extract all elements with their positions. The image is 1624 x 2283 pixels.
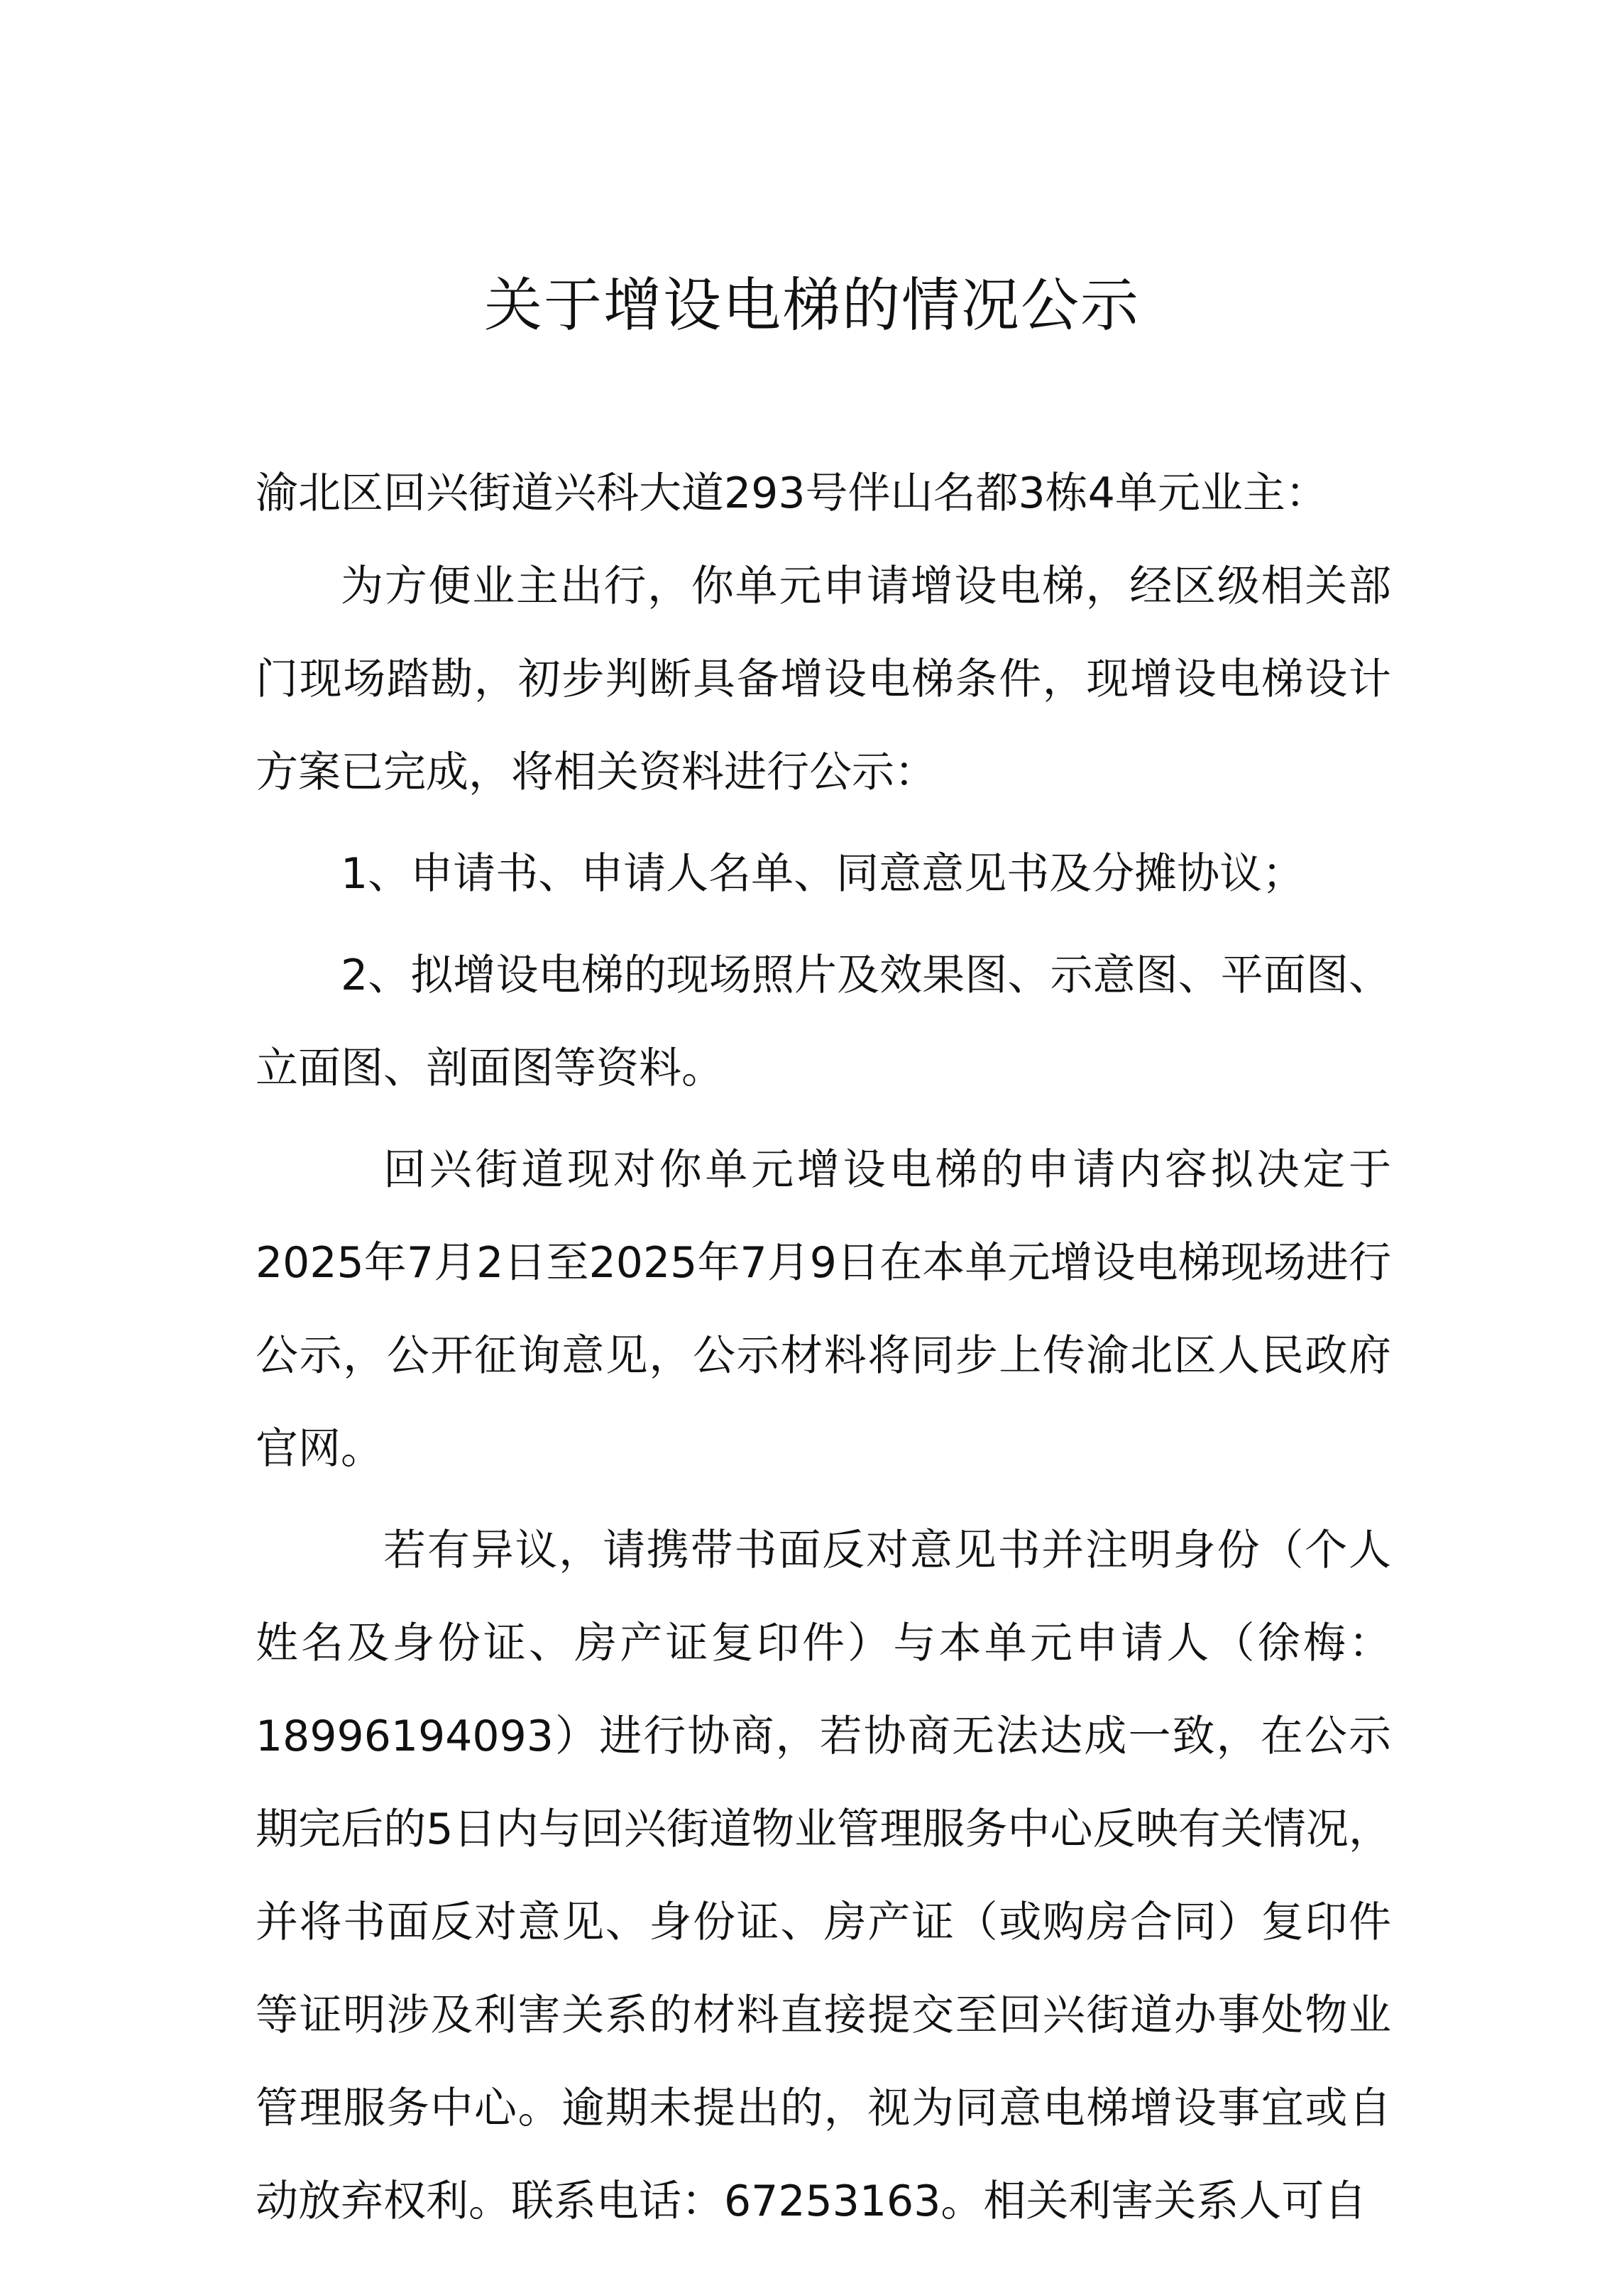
publicity-paragraph: 回兴街道现对你单元增设电梯的申请内容拟决定于2025年7月2日至2025年7月9日在本单元增设电梯现场进行公示，公开征询意见，公示材料将同步上传渝北区人民政府官网。 (256, 1145, 1391, 1474)
objection-paragraph: 若有异议，请携带书面反对意见书并注明身份（个人姓名及身份证、房产证复印件）与本单元申请人（徐梅：18996194093）进行协商，若协商无法达成一致，在公示期完后的5日内与回兴街道物业管理服务中心反映有关情况，并将书面反对意见、身份证、房产证（或购房合同）复印件等证明涉及利害关系的材料直接提交至回兴街道办事处物业管理服务中心。逾期未提出的，视为同意电梯增设事宜或自动放弃权利。联系电话：67253163。相关利害关系人可自 (256, 1526, 1391, 2226)
intro-paragraph: 为方便业主出行，你单元申请增设电梯，经区级相关部门现场踏勘，初步判断具备增设电梯条件，现增设电梯设计方案已完成，将相关资料进行公示： (256, 562, 1391, 797)
list-item-1: 1、申请书、申请人名单、同意意见书及分摊协议； (341, 849, 1305, 899)
document-title: 关于增设电梯的情况公示 (483, 272, 1140, 339)
document-body (256, 447, 1391, 2248)
addressee-line: 渝北区回兴街道兴科大道293号伴山名都3栋4单元业主： (256, 469, 1328, 518)
list-item-2: 2、拟增设电梯的现场照片及效果图、示意图、平面图、立面图、剖面图等资料。 (256, 951, 1391, 1093)
